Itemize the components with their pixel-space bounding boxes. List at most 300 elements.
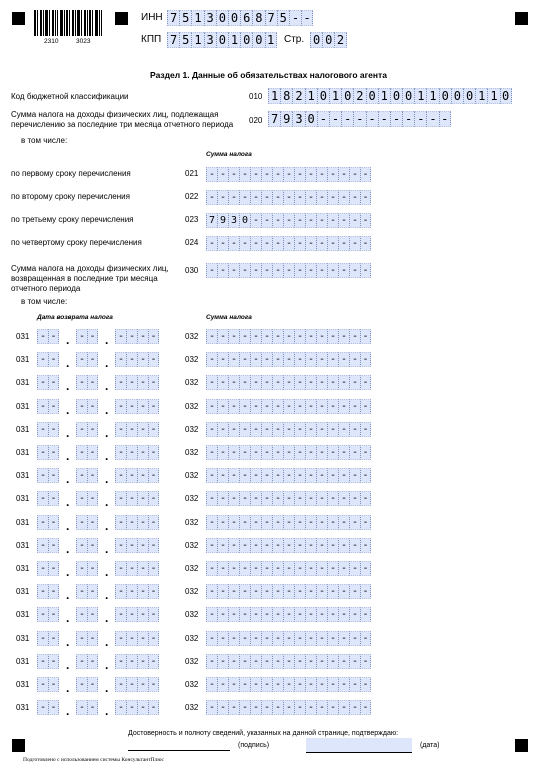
- refund-sum-code: 032: [185, 378, 199, 388]
- digit-cell: -: [228, 468, 239, 483]
- digit-cell: -: [126, 352, 137, 367]
- digit-cell: -: [327, 422, 338, 437]
- digit-cell: -: [294, 352, 305, 367]
- digit-cell: -: [294, 445, 305, 460]
- refund-year-field[interactable]: [115, 700, 159, 715]
- digit-cell: -: [360, 561, 371, 576]
- kpp-field[interactable]: [167, 32, 277, 48]
- date-separator: .: [66, 425, 70, 440]
- refund-sum-field[interactable]: [206, 631, 371, 646]
- refund-day-field[interactable]: [37, 654, 59, 669]
- digit-cell: -: [360, 700, 371, 715]
- digit-cell: -: [37, 561, 48, 576]
- digit-cell: -: [217, 584, 228, 599]
- digit-cell: -: [283, 375, 294, 390]
- digit-cell: -: [305, 491, 316, 506]
- digit-cell: -: [239, 375, 250, 390]
- digit-cell: 7: [167, 10, 179, 26]
- digit-cell: -: [217, 631, 228, 646]
- refund-date-code: 031: [16, 401, 30, 411]
- refund-month-field[interactable]: [76, 538, 98, 553]
- refund-day-field[interactable]: [37, 422, 59, 437]
- digit-cell: -: [305, 677, 316, 692]
- refund-day-field[interactable]: [37, 445, 59, 460]
- refund-year-field[interactable]: [115, 491, 159, 506]
- date-separator: .: [66, 518, 70, 533]
- refund-sum-code: 032: [185, 703, 199, 713]
- digit-cell: -: [327, 584, 338, 599]
- refund-sum-field[interactable]: [206, 538, 371, 553]
- digit-cell: -: [148, 352, 159, 367]
- digit-cell: 0: [463, 88, 475, 104]
- digit-cell: -: [239, 167, 250, 182]
- period-label: по третьему сроку перечисления: [11, 215, 134, 224]
- digit-cell: -: [272, 236, 283, 251]
- digit-cell: -: [148, 422, 159, 437]
- digit-cell: -: [126, 677, 137, 692]
- digit-cell: 1: [475, 88, 487, 104]
- refund-month-field[interactable]: [76, 445, 98, 460]
- digit-cell: -: [294, 190, 305, 205]
- digit-cell: -: [87, 445, 98, 460]
- refund-date-code: 031: [16, 680, 30, 689]
- digit-cell: -: [228, 584, 239, 599]
- digit-cell: 0: [322, 32, 334, 48]
- refund-year-field[interactable]: [115, 329, 159, 344]
- digit-cell: -: [217, 445, 228, 460]
- digit-cell: -: [250, 631, 261, 646]
- refund-date-code: 031: [16, 494, 30, 504]
- digit-cell: 0: [310, 32, 322, 48]
- refund-year-field[interactable]: [115, 654, 159, 669]
- digit-cell: -: [137, 422, 148, 437]
- inn-field[interactable]: [167, 10, 313, 26]
- refund-day-field[interactable]: [37, 375, 59, 390]
- digit-cell: -: [48, 491, 59, 506]
- refund-field[interactable]: [206, 263, 371, 278]
- digit-cell: -: [272, 445, 283, 460]
- digit-cell: -: [316, 584, 327, 599]
- period-sum-field[interactable]: [206, 167, 371, 182]
- digit-cell: -: [283, 167, 294, 182]
- refund-day-field[interactable]: [37, 561, 59, 576]
- digit-cell: -: [360, 352, 371, 367]
- digit-cell: -: [48, 329, 59, 344]
- refund-year-field[interactable]: [115, 677, 159, 692]
- digit-cell: 0: [366, 88, 378, 104]
- digit-cell: -: [316, 700, 327, 715]
- date-separator: .: [66, 495, 70, 510]
- digit-cell: -: [305, 538, 316, 553]
- refund-sum-field[interactable]: [206, 399, 371, 414]
- digit-cell: -: [360, 468, 371, 483]
- digit-cell: -: [349, 607, 360, 622]
- digit-cell: -: [327, 263, 338, 278]
- digit-cell: -: [272, 375, 283, 390]
- digit-cell: 0: [317, 88, 329, 104]
- refund-sum-code: 032: [185, 656, 199, 666]
- digit-cell: -: [349, 561, 360, 576]
- refund-year-field[interactable]: [115, 445, 159, 460]
- kbk-field[interactable]: [268, 88, 512, 104]
- digit-cell: -: [316, 445, 327, 460]
- digit-cell: -: [261, 561, 272, 576]
- refund-sum-code: 032: [185, 610, 199, 620]
- digit-cell: -: [206, 491, 217, 506]
- date-field[interactable]: [306, 738, 412, 753]
- digit-cell: -: [228, 236, 239, 251]
- digit-cell: -: [228, 515, 239, 530]
- digit-cell: -: [272, 352, 283, 367]
- digit-cell: -: [338, 190, 349, 205]
- refund-sum-field[interactable]: [206, 607, 371, 622]
- period-code: 024: [185, 238, 199, 247]
- refund-day-field[interactable]: [37, 700, 59, 715]
- digit-cell: -: [206, 422, 217, 437]
- refund-sum-code: 032: [185, 401, 199, 411]
- digit-cell: -: [250, 375, 261, 390]
- digit-cell: -: [76, 329, 87, 344]
- digit-cell: -: [217, 263, 228, 278]
- digit-cell: -: [305, 236, 316, 251]
- digit-cell: -: [76, 399, 87, 414]
- refund-day-field[interactable]: [37, 538, 59, 553]
- digit-cell: -: [76, 538, 87, 553]
- digit-cell: -: [239, 584, 250, 599]
- digit-cell: -: [37, 654, 48, 669]
- digit-cell: -: [148, 329, 159, 344]
- digit-cell: 8: [280, 88, 292, 104]
- digit-cell: -: [261, 190, 272, 205]
- digit-cell: 7: [167, 32, 179, 48]
- digit-cell: -: [360, 491, 371, 506]
- refund-sum-field[interactable]: [206, 584, 371, 599]
- digit-cell: 0: [500, 88, 512, 104]
- digit-cell: -: [239, 190, 250, 205]
- digit-cell: -: [294, 375, 305, 390]
- date-separator: .: [105, 379, 109, 394]
- refund-sum-field[interactable]: [206, 515, 371, 530]
- digit-cell: -: [217, 399, 228, 414]
- digit-cell: -: [349, 631, 360, 646]
- refund-date-code: 031: [16, 471, 30, 481]
- digit-cell: -: [206, 515, 217, 530]
- digit-cell: -: [261, 329, 272, 344]
- refund-date-code: 031: [16, 332, 30, 341]
- period-sum-field[interactable]: [206, 213, 371, 228]
- digit-cell: -: [48, 631, 59, 646]
- refund-day-field[interactable]: [37, 631, 59, 646]
- digit-cell: 1: [378, 88, 390, 104]
- digit-cell: -: [87, 607, 98, 622]
- digit-cell: -: [294, 700, 305, 715]
- refund-date-code: 031: [16, 540, 30, 550]
- digit-cell: -: [272, 468, 283, 483]
- digit-cell: -: [137, 352, 148, 367]
- refund-day-field[interactable]: [37, 468, 59, 483]
- digit-cell: -: [261, 422, 272, 437]
- digit-cell: -: [338, 213, 349, 228]
- digit-cell: -: [305, 700, 316, 715]
- digit-cell: -: [137, 329, 148, 344]
- date-separator: .: [105, 518, 109, 533]
- digit-cell: -: [349, 538, 360, 553]
- period-sum-field[interactable]: [206, 190, 371, 205]
- digit-cell: -: [294, 654, 305, 669]
- digit-cell: -: [148, 375, 159, 390]
- date-separator: .: [66, 449, 70, 463]
- digit-cell: -: [272, 213, 283, 228]
- digit-cell: -: [360, 375, 371, 390]
- digit-cell: -: [206, 263, 217, 278]
- digit-cell: -: [261, 607, 272, 622]
- refund-date-code: 031: [16, 517, 30, 527]
- digit-cell: -: [289, 10, 301, 26]
- refund-month-field[interactable]: [76, 375, 98, 390]
- digit-cell: -: [316, 561, 327, 576]
- digit-cell: 1: [414, 88, 426, 104]
- digit-cell: -: [206, 352, 217, 367]
- digit-cell: -: [217, 607, 228, 622]
- digit-cell: -: [228, 607, 239, 622]
- digit-cell: -: [294, 236, 305, 251]
- digit-cell: -: [137, 538, 148, 553]
- digit-cell: -: [228, 329, 239, 344]
- refund-date-code: 031: [16, 448, 30, 457]
- refund-month-field[interactable]: [76, 422, 98, 437]
- digit-cell: -: [48, 445, 59, 460]
- digit-cell: -: [327, 399, 338, 414]
- period-code: 021: [185, 169, 199, 178]
- digit-cell: 1: [305, 88, 317, 104]
- refund-month-field[interactable]: [76, 352, 98, 367]
- digit-cell: -: [349, 515, 360, 530]
- corner-marker-bottom-right: [515, 739, 528, 752]
- digit-cell: -: [283, 468, 294, 483]
- period-code: 023: [185, 215, 199, 224]
- digit-cell: -: [239, 263, 250, 278]
- digit-cell: -: [283, 561, 294, 576]
- digit-cell: -: [239, 607, 250, 622]
- refund-year-field[interactable]: [115, 468, 159, 483]
- date-separator: .: [105, 681, 109, 695]
- refund-month-field[interactable]: [76, 654, 98, 669]
- signature-line[interactable]: [128, 750, 230, 751]
- refund-month-field[interactable]: [76, 399, 98, 414]
- refund-day-field[interactable]: [37, 515, 59, 530]
- digit-cell: -: [360, 607, 371, 622]
- refund-sum-field[interactable]: [206, 654, 371, 669]
- digit-cell: -: [402, 111, 414, 127]
- digit-cell: -: [87, 491, 98, 506]
- refund-day-field[interactable]: [37, 677, 59, 692]
- refund-sum-code: 032: [185, 540, 199, 550]
- refund-month-field[interactable]: [76, 515, 98, 530]
- refund-month-field[interactable]: [76, 700, 98, 715]
- refund-year-field[interactable]: [115, 538, 159, 553]
- digit-cell: -: [206, 445, 217, 460]
- digit-cell: -: [137, 584, 148, 599]
- refund-year-field[interactable]: [115, 631, 159, 646]
- refund-day-field[interactable]: [37, 352, 59, 367]
- digit-cell: -: [126, 561, 137, 576]
- refund-day-field[interactable]: [37, 399, 59, 414]
- refund-sum-field[interactable]: [206, 422, 371, 437]
- refund-sum-field[interactable]: [206, 561, 371, 576]
- tax-sum-label: Сумма налога на доходы физических лиц, подлежащая перечислению за последние три месяца отчетного периода: [11, 110, 234, 129]
- digit-cell: -: [37, 584, 48, 599]
- digit-cell: -: [76, 607, 87, 622]
- digit-cell: 9: [280, 111, 292, 127]
- digit-cell: -: [305, 561, 316, 576]
- digit-cell: -: [317, 111, 329, 127]
- refund-month-field[interactable]: [76, 329, 98, 344]
- date-header: Дата возврата налога: [37, 314, 113, 321]
- refund-month-field[interactable]: [76, 468, 98, 483]
- digit-cell: -: [360, 236, 371, 251]
- date-separator: .: [105, 402, 109, 417]
- digit-cell: -: [239, 422, 250, 437]
- digit-cell: -: [115, 607, 126, 622]
- digit-cell: -: [148, 654, 159, 669]
- digit-cell: -: [316, 491, 327, 506]
- refund-year-field[interactable]: [115, 375, 159, 390]
- digit-cell: -: [115, 491, 126, 506]
- refund-day-field[interactable]: [37, 329, 59, 344]
- digit-cell: -: [360, 422, 371, 437]
- digit-cell: -: [338, 468, 349, 483]
- refund-year-field[interactable]: [115, 515, 159, 530]
- refund-month-field[interactable]: [76, 631, 98, 646]
- digit-cell: -: [137, 468, 148, 483]
- digit-cell: -: [115, 631, 126, 646]
- digit-cell: -: [250, 399, 261, 414]
- digit-cell: -: [327, 654, 338, 669]
- digit-cell: -: [126, 491, 137, 506]
- digit-cell: -: [217, 491, 228, 506]
- refund-date-code: 031: [16, 703, 30, 713]
- digit-cell: -: [316, 468, 327, 483]
- refund-sum-code: 032: [185, 564, 199, 573]
- digit-cell: -: [87, 700, 98, 715]
- digit-cell: -: [87, 468, 98, 483]
- digit-cell: -: [272, 329, 283, 344]
- sum-header: Сумма налога: [206, 151, 252, 158]
- digit-cell: -: [390, 111, 402, 127]
- digit-cell: -: [217, 538, 228, 553]
- refund-month-field[interactable]: [76, 561, 98, 576]
- refund-sum-field[interactable]: [206, 352, 371, 367]
- digit-cell: -: [294, 538, 305, 553]
- date-separator: .: [66, 541, 70, 556]
- refund-sum-field[interactable]: [206, 329, 371, 344]
- digit-cell: 5: [179, 10, 191, 26]
- digit-cell: 3: [204, 32, 216, 48]
- kbk-code: 010: [249, 92, 263, 101]
- refund-month-field[interactable]: [76, 677, 98, 692]
- tax-sum-field[interactable]: [268, 111, 451, 127]
- digit-cell: -: [217, 190, 228, 205]
- digit-cell: -: [338, 538, 349, 553]
- refund-year-field[interactable]: [115, 584, 159, 599]
- digit-cell: -: [349, 700, 360, 715]
- digit-cell: -: [76, 677, 87, 692]
- refund-year-field[interactable]: [115, 352, 159, 367]
- refund-month-field[interactable]: [76, 584, 98, 599]
- digit-cell: -: [137, 375, 148, 390]
- digit-cell: -: [294, 399, 305, 414]
- date-separator: .: [105, 472, 109, 487]
- barcode-left-digits: 2310: [44, 38, 59, 45]
- refund-sum-code: 032: [185, 680, 199, 689]
- refund-sum-field[interactable]: [206, 468, 371, 483]
- refund-month-field[interactable]: [76, 491, 98, 506]
- digit-cell: -: [327, 561, 338, 576]
- digit-cell: 1: [329, 88, 341, 104]
- digit-cell: -: [349, 352, 360, 367]
- digit-cell: -: [250, 468, 261, 483]
- refund-sum-field[interactable]: [206, 677, 371, 692]
- digit-cell: -: [37, 352, 48, 367]
- refund-sum-field[interactable]: [206, 375, 371, 390]
- digit-cell: -: [349, 468, 360, 483]
- digit-cell: -: [338, 352, 349, 367]
- digit-cell: -: [283, 422, 294, 437]
- digit-cell: 7: [206, 213, 217, 228]
- digit-cell: -: [294, 515, 305, 530]
- refund-year-field[interactable]: [115, 399, 159, 414]
- refund-year-field[interactable]: [115, 561, 159, 576]
- section-title: Раздел 1. Данные об обязательствах налогового агента: [150, 70, 387, 80]
- refund-year-field[interactable]: [115, 422, 159, 437]
- refund-sum-field[interactable]: [206, 491, 371, 506]
- digit-cell: -: [360, 654, 371, 669]
- digit-cell: -: [115, 515, 126, 530]
- page-number-field[interactable]: [310, 32, 347, 48]
- refund-day-field[interactable]: [37, 491, 59, 506]
- digit-cell: -: [272, 677, 283, 692]
- digit-cell: -: [239, 700, 250, 715]
- digit-cell: -: [115, 329, 126, 344]
- digit-cell: -: [327, 190, 338, 205]
- digit-cell: -: [283, 607, 294, 622]
- digit-cell: -: [87, 584, 98, 599]
- digit-cell: -: [283, 538, 294, 553]
- refund-sum-code: 032: [185, 494, 199, 504]
- period-label: по первому сроку перечисления: [11, 169, 131, 178]
- period-sum-field[interactable]: [206, 236, 371, 251]
- digit-cell: -: [239, 677, 250, 692]
- digit-cell: -: [261, 399, 272, 414]
- refund-year-field[interactable]: [115, 607, 159, 622]
- refund-day-field[interactable]: [37, 584, 59, 599]
- digit-cell: -: [283, 515, 294, 530]
- digit-cell: -: [115, 399, 126, 414]
- digit-cell: -: [316, 375, 327, 390]
- digit-cell: -: [316, 263, 327, 278]
- refund-day-field[interactable]: [37, 607, 59, 622]
- digit-cell: -: [206, 190, 217, 205]
- refund-sum-field[interactable]: [206, 700, 371, 715]
- digit-cell: -: [272, 190, 283, 205]
- refund-month-field[interactable]: [76, 607, 98, 622]
- digit-cell: -: [294, 468, 305, 483]
- refund-sum-field[interactable]: [206, 445, 371, 460]
- digit-cell: -: [126, 445, 137, 460]
- digit-cell: -: [283, 584, 294, 599]
- digit-cell: -: [137, 445, 148, 460]
- digit-cell: -: [338, 607, 349, 622]
